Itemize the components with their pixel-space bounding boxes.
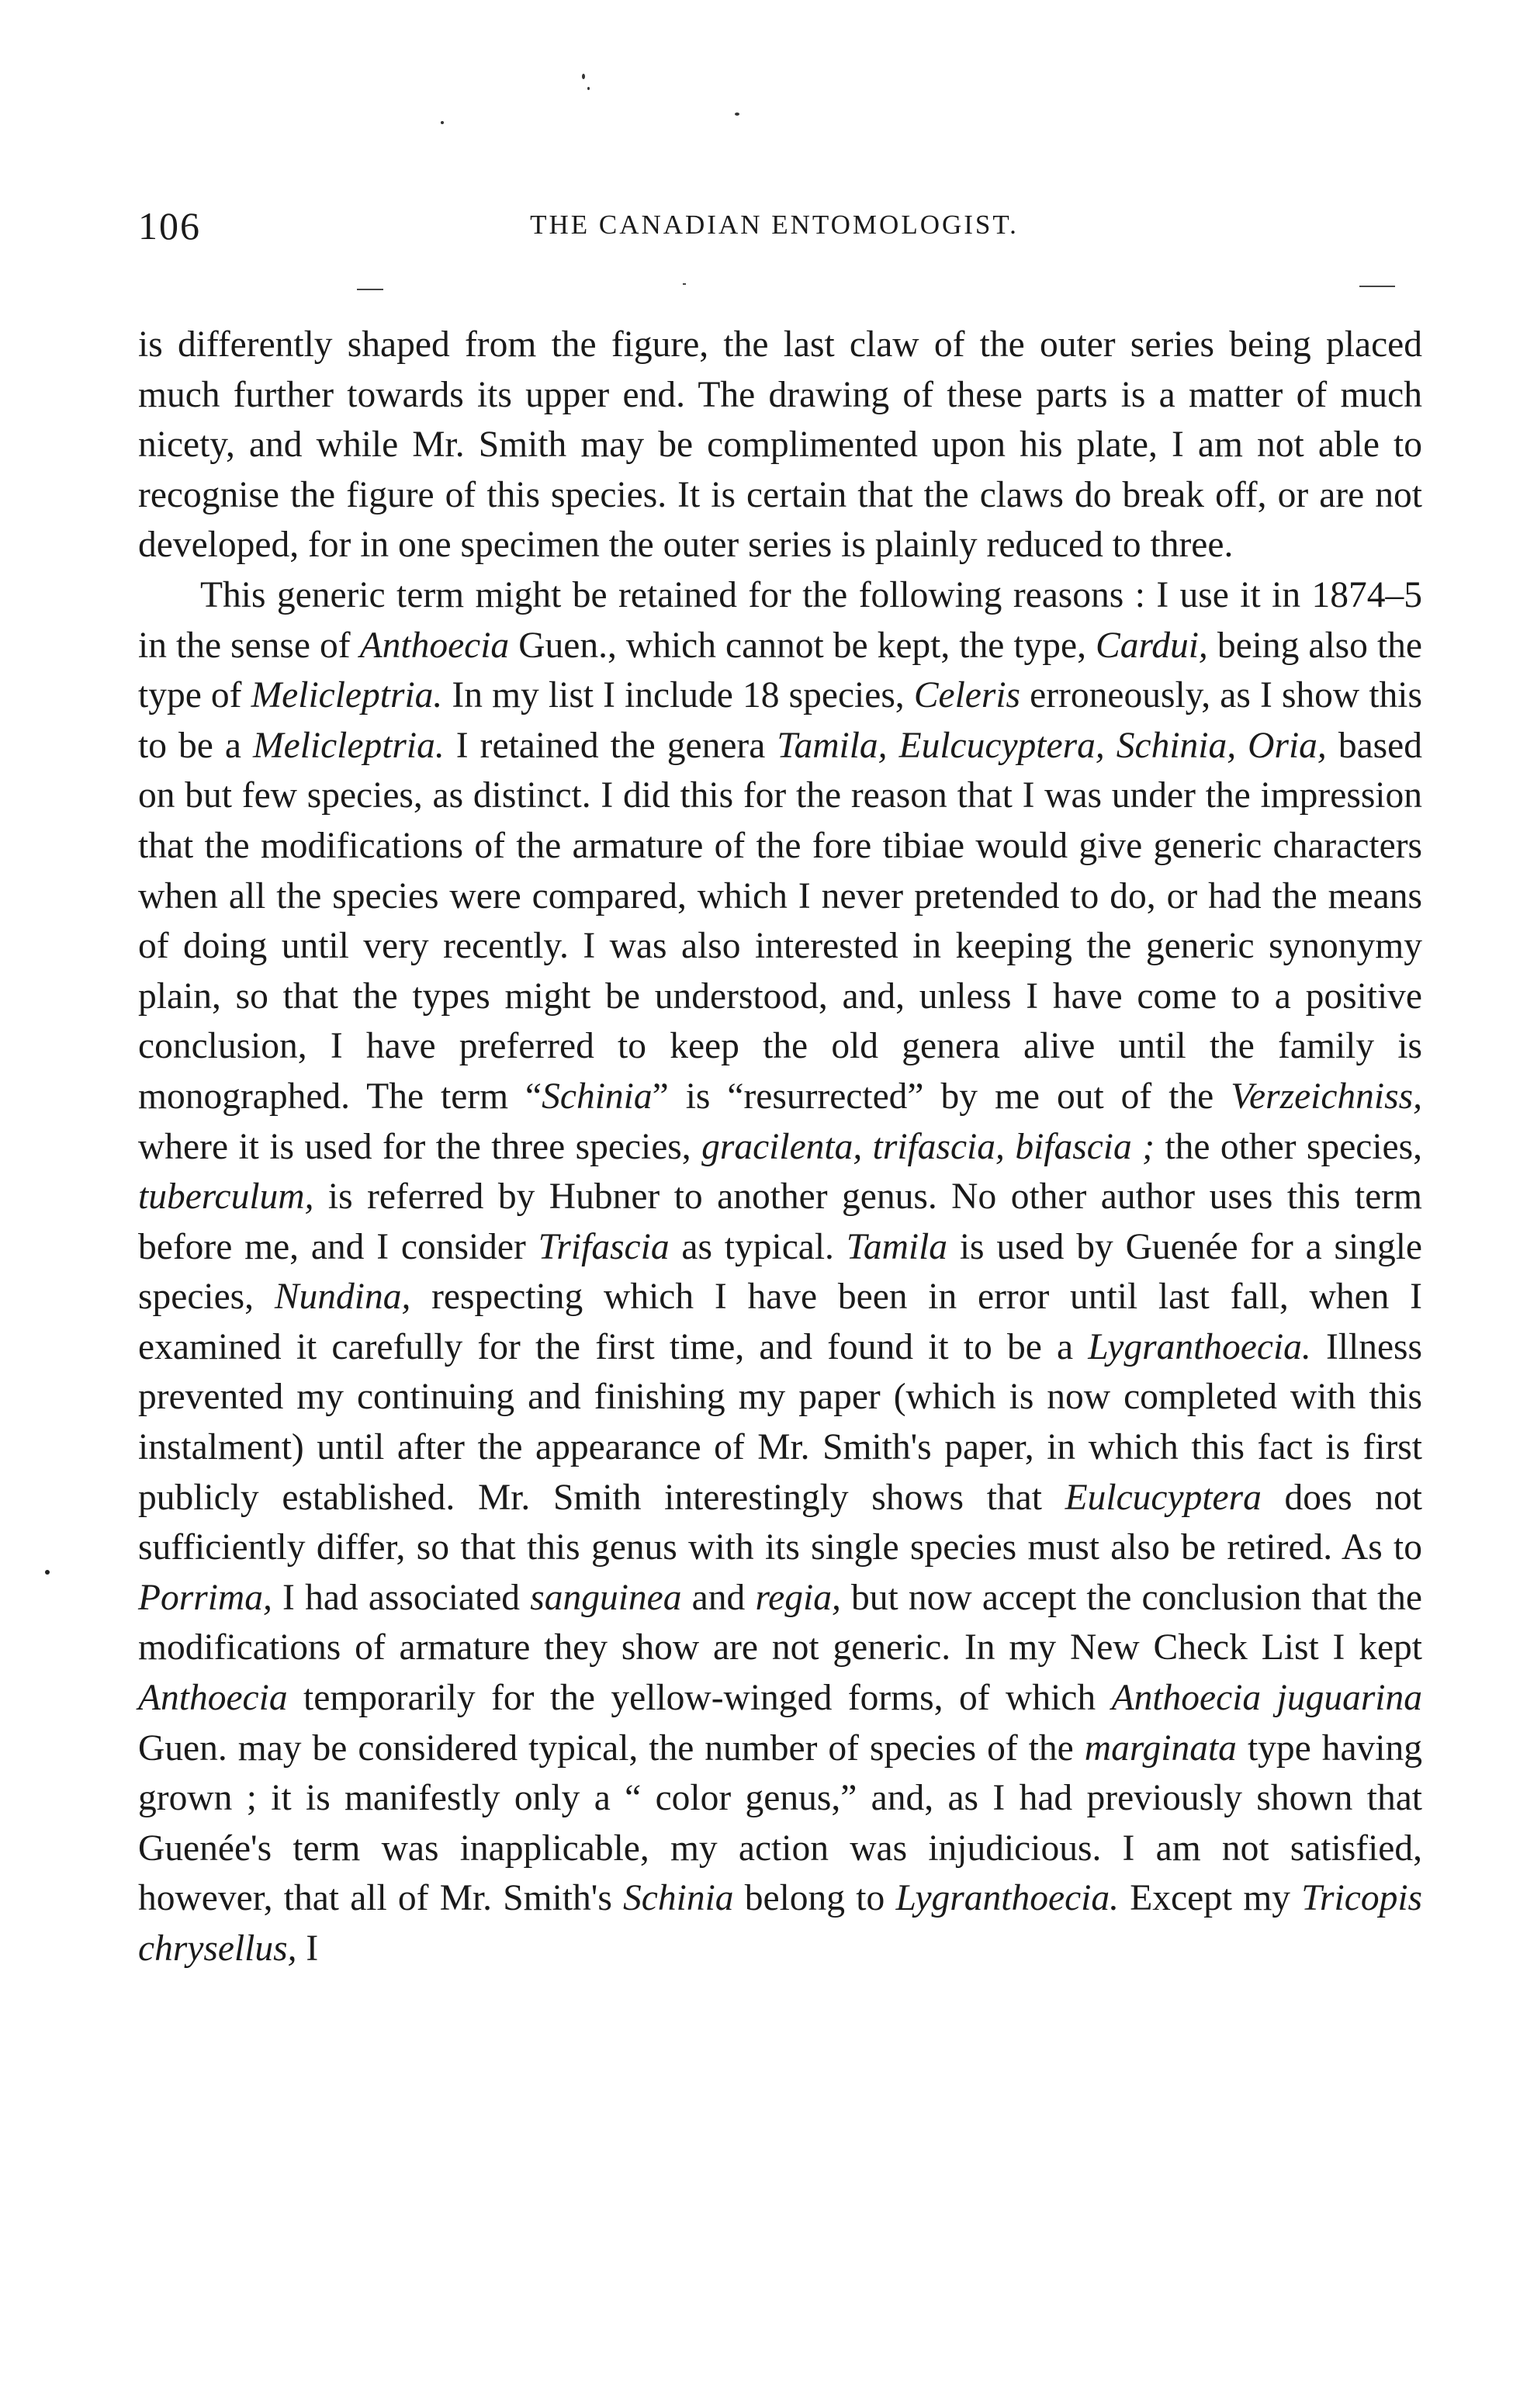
text-run: is used by Guenée for a single species, <box>138 1226 1423 1318</box>
italic-term: Anthoecia <box>359 625 510 666</box>
page-header <box>138 203 1411 250</box>
text-run: belong to <box>733 1878 896 1919</box>
text-run: the other species, <box>1155 1126 1422 1167</box>
text-run: Illness prevented my continuing and finishing my paper (which is now completed with this instalment) until after the appearance of Mr. Smith's paper, in which this fact is first publicly established. Mr. Smith interestingly shows that <box>138 1326 1423 1518</box>
text-run: where it is used for the three species, <box>138 1126 702 1167</box>
header-rule-fragment <box>1359 286 1395 287</box>
text-run: In my list I include 18 species, <box>442 675 914 716</box>
italic-term: Anthoecia juguarina <box>1111 1678 1422 1719</box>
text-run: temporarily for the yellow-winged forms, of which <box>287 1678 1112 1719</box>
header-rule-fragment <box>357 289 383 290</box>
text-run: I had associated <box>272 1577 531 1618</box>
italic-term: regia, <box>755 1577 841 1618</box>
italic-term: Tamila, Eulcucyptera, Schinia, Oria, <box>777 725 1327 766</box>
italic-term: gracilenta, trifascia, bifascia ; <box>701 1126 1155 1167</box>
page-number: 106 <box>138 204 201 248</box>
italic-term: Porrima, <box>138 1577 272 1618</box>
text-run: does not sufficiently differ, so that this genus with its single species must also be retired. As to <box>138 1477 1422 1568</box>
text-run: and <box>681 1577 756 1618</box>
paragraph <box>138 570 1422 1974</box>
header-rule-fragment <box>683 283 686 285</box>
italic-term: Trifascia <box>538 1226 670 1267</box>
italic-term: Celeris <box>913 675 1021 716</box>
text-run: type having grown ; it is manifestly only a “ color genus,” and, as I had previously shown that Guenée's term was inapplicable, my action was injudicious. I am not satisfied, however, that all of Mr. Smith's <box>138 1727 1423 1919</box>
italic-term: tuberculum, <box>138 1176 314 1218</box>
scan-speck <box>582 74 585 79</box>
text-run: as typical. <box>669 1226 847 1267</box>
text-run: being also the type of <box>138 625 1422 716</box>
text-run: This generic term might be retained for the following reasons : I use it in 1874–5 in the sense of <box>138 574 1422 666</box>
italic-term: Lygranthoecia. <box>1088 1326 1311 1367</box>
italic-term: Anthoecia <box>138 1678 288 1719</box>
text-run: Except my <box>1118 1878 1302 1919</box>
text-run: is referred by Hubner to another genus. No other author uses this term before me, and I consider <box>138 1176 1422 1267</box>
italic-term: Schinia <box>623 1878 734 1919</box>
text-run: based on but few species, as distinct. I did this for the reason that I was under the impression that the modifications of the armature of the fore tibiae would give generic characters when all the species were compared, which I never pretended to do, or had the means of doing until very recently. I was also interested in keeping the generic synonymy plain, so that the types might be understood, and, unless I have come to a positive conclusion, I have preferred to keep the old genera alive until the family is monographed. The term “ <box>138 725 1422 1117</box>
text-run: I retained the genera <box>444 725 777 766</box>
scan-speck <box>587 87 590 90</box>
italic-term: Schinia <box>542 1076 653 1117</box>
italic-term: Tricopis chrysellus, <box>138 1878 1423 1969</box>
scan-speck <box>735 113 739 116</box>
italic-term: Tamila <box>846 1226 948 1267</box>
text-run: I <box>296 1928 319 1969</box>
italic-term: sanguinea <box>530 1577 682 1618</box>
paragraph <box>138 320 1422 570</box>
italic-term: Lygranthoecia. <box>895 1878 1119 1919</box>
text-run: respecting which I have been in error until last fall, when I examined it carefully for the first time, and found it to be a <box>138 1277 1423 1367</box>
italic-term: marginata <box>1084 1727 1237 1769</box>
italic-term: Melicleptria. <box>251 675 443 716</box>
italic-term: Nundina, <box>274 1277 411 1318</box>
margin-mark <box>45 1570 50 1575</box>
text-run: Guen. may be considered typical, the number of species of the <box>138 1727 1085 1769</box>
italic-term: Cardui, <box>1096 625 1208 666</box>
text-run: Guen., which cannot be kept, the type, <box>509 625 1096 666</box>
text-run: but now accept the conclusion that the modifications of armature they show are not generic. In my New Check List I kept <box>138 1577 1422 1668</box>
text-run: is differently shaped from the figure, the last claw of the outer series being placed much further towards its upper end. The drawing of these parts is a matter of much nicety, and while Mr. Smith may be complimented upon his plate, I am not able to recognise the figure of this species. It is certain that the claws do break off, or are not developed, for in one specimen the outer series is plainly reduced to three. <box>138 324 1422 566</box>
italic-term: Melicleptria. <box>253 725 445 766</box>
running-head: THE CANADIAN ENTOMOLOGIST. <box>530 210 1019 240</box>
text-run: erroneously, as I show this to be a <box>138 675 1422 766</box>
scan-speck <box>441 121 444 124</box>
body-text <box>138 320 1422 1974</box>
italic-term: Verzeichniss, <box>1231 1076 1422 1117</box>
italic-term: Eulcucyptera <box>1065 1477 1262 1518</box>
text-run: ” is “resurrected” by me out of the <box>652 1076 1231 1117</box>
